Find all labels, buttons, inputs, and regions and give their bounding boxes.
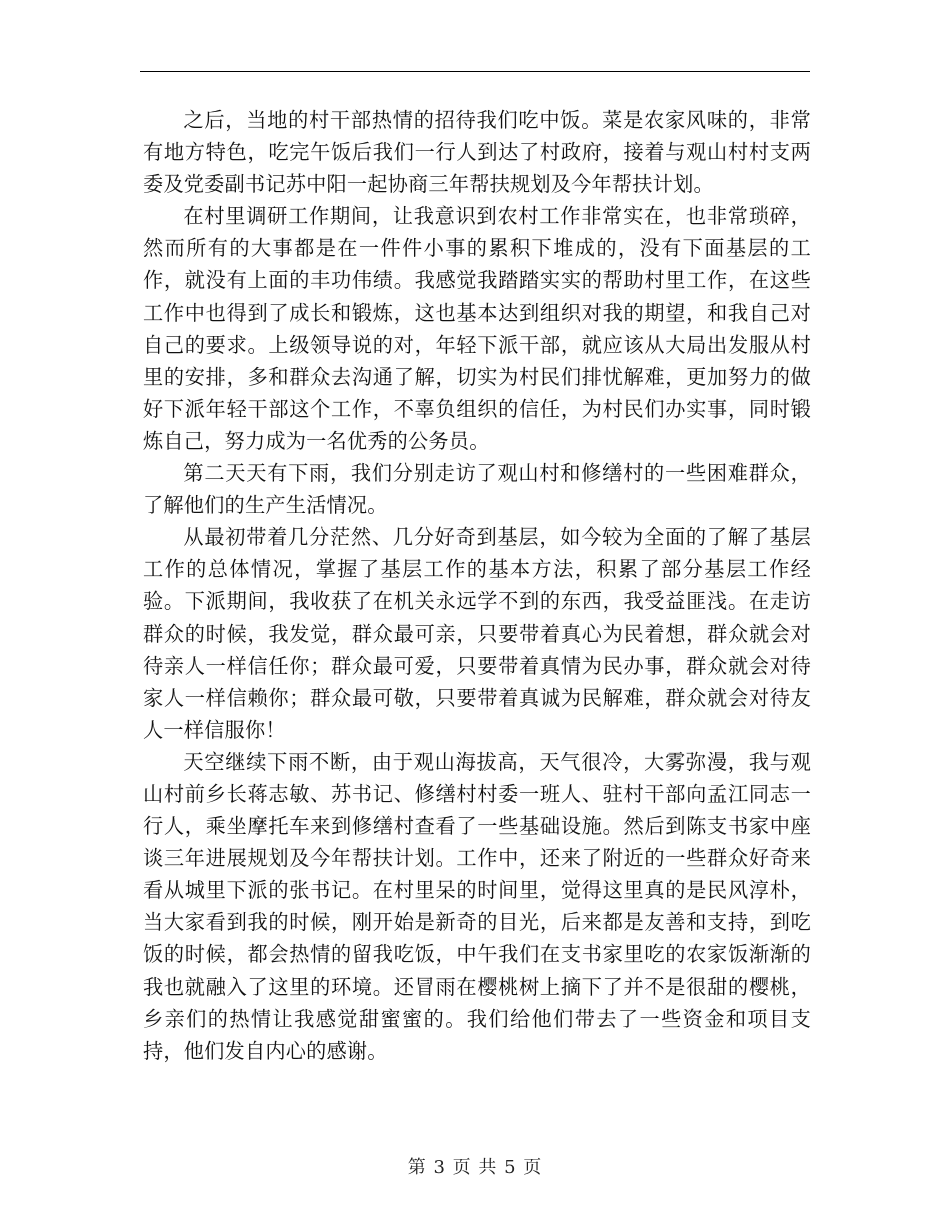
header-rule — [140, 71, 810, 72]
paragraph-1: 之后，当地的村干部热情的招待我们吃中饭。菜是农家风味的，非常有地方特色，吃完午饭后我们一行人到达了村政府，接着与观山村村支两委及党委副书记苏中阳一起协商三年帮扶规划及今年帮扶计划。 — [143, 108, 811, 197]
document-body — [143, 104, 811, 1067]
page-number: 第 3 页 共 5 页 — [407, 1157, 543, 1178]
paragraph-3: 第二天天有下雨，我们分别走访了观山村和修缮村的一些困难群众，了解他们的生产生活情况。 — [143, 461, 811, 518]
paragraph-5: 天空继续下雨不断，由于观山海拔高，天气很冷，大雾弥漫，我与观山村前乡长蒋志敏、苏书记、修缮村村委一班人、驻村干部向孟江同志一行人，乘坐摩托车来到修缮村查看了一些基础设施。然后到陈支书家中座谈三年进展规划及今年帮扶计划。工作中，还来了附近的一些群众好奇来看从城里下派的张书记。在村里呆的时间里，觉得这里真的是民风淳朴，当大家看到我的时候，刚开始是新奇的目光，后来都是友善和支持，到吃饭的时候，都会热情的留我吃饭，中午我们在支书家里吃的农家饭渐渐的我也就融入了这里的环境。还冒雨在樱桃树上摘下了并不是很甜的樱桃，乡亲们的热情让我感觉甜蜜蜜的。我们给他们带去了一些资金和项目支持，他们发自内心的感谢。 — [143, 749, 811, 1063]
paragraph-4: 从最初带着几分茫然、几分好奇到基层，如今较为全面的了解了基层工作的总体情况，掌握了基层工作的基本方法，积累了部分基层工作经验。下派期间，我收获了在机关永远学不到的东西，我受益匪浅。在走访群众的时候，我发觉，群众最可亲，只要带着真心为民着想，群众就会对待亲人一样信任你；群众最可爱，只要带着真情为民办事，群众就会对待家人一样信赖你；群众最可敬，只要带着真诚为民解难，群众就会对待友人一样信服你！ — [143, 525, 811, 742]
paragraph-2: 在村里调研工作期间，让我意识到农村工作非常实在，也非常琐碎，然而所有的大事都是在一件件小事的累积下堆成的，没有下面基层的工作，就没有上面的丰功伟绩。我感觉我踏踏实实的帮助村里工作，在这些工作中也得到了成长和锻炼，这也基本达到组织对我的期望，和我自己对自己的要求。上级领导说的对，年轻下派干部，就应该从大局出发服从村里的安排，多和群众去沟通了解，切实为村民们排忧解难，更加努力的做好下派年轻干部这个工作，不辜负组织的信任，为村民们办实事，同时锻炼自己，努力成为一名优秀的公务员。 — [143, 204, 811, 453]
